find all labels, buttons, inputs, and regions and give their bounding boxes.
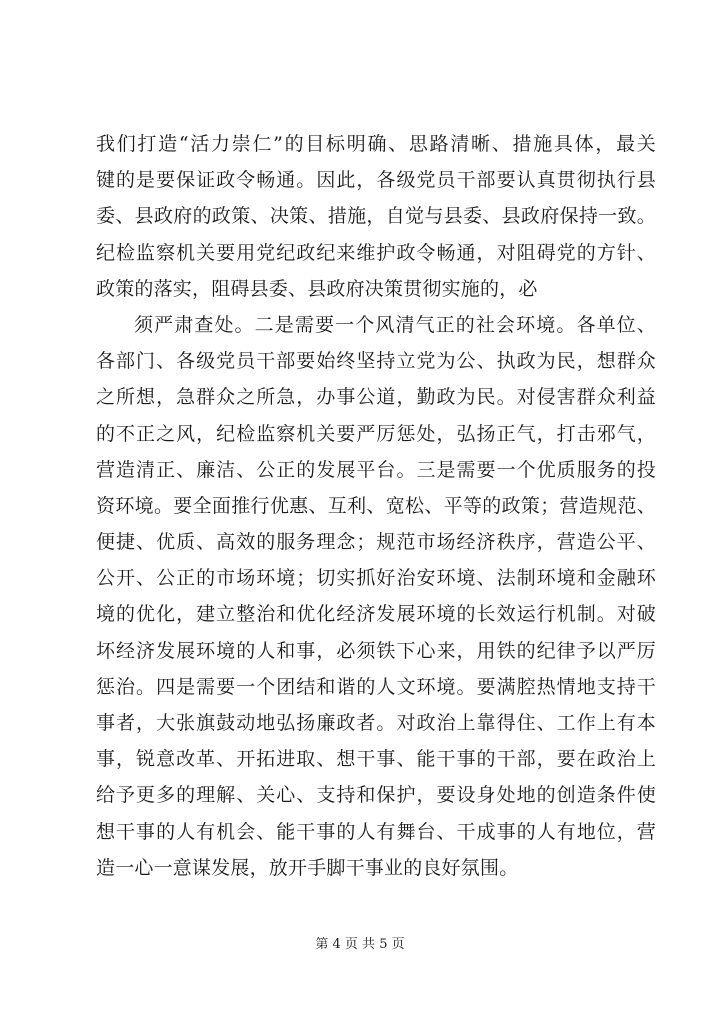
text-line: 想干事的人有机会、能干事的人有舞台、干成事的人有地位，营	[96, 820, 656, 843]
text-line: 资环境。要全面推行优惠、互利、宽松、平等的政策；营造规范、	[96, 494, 656, 517]
text-line: 各部门、各级党员干部要始终坚持立党为公、执政为民，想群众	[96, 350, 656, 373]
text-line: 公开、公正的市场环境；切实抓好治安环境、法制环境和金融环	[96, 567, 656, 590]
text-line: 须严肃查处。二是需要一个风清气正的社会环境。各单位、	[134, 313, 656, 336]
text-line: 造一心一意谋发展，放开手脚干事业的良好氛围。	[96, 856, 519, 879]
text-line: 营造清正、廉洁、公正的发展平台。三是需要一个优质服务的投	[96, 458, 656, 481]
text-line: 政策的落实，阻碍县委、县政府决策贯彻实施的，必	[96, 277, 538, 300]
text-line: 境的优化，建立整治和优化经济发展环境的长效运行机制。对破	[96, 603, 656, 626]
text-line: 的不正之风，纪检监察机关要严厉惩处，弘扬正气，打击邪气，	[96, 422, 656, 445]
text-line: 事者，大张旗鼓动地弘扬廉政者。对政治上靠得住、工作上有本	[96, 712, 656, 734]
paragraph-1	[96, 126, 656, 307]
text-line: 事，锐意改革、开拓进取、想干事、能干事的干部，要在政治上	[96, 748, 656, 771]
text-line: 给予更多的理解、关心、支持和保护，要设身处地的创造条件使	[96, 784, 656, 807]
text-line: 之所想，急群众之所急，办事公道，勤政为民。对侵害群众利益	[96, 386, 656, 409]
text-line: 键的是要保证政令畅通。因此，各级党员干部要认真贯彻执行县	[96, 169, 656, 192]
text-line: 惩治。四是需要一个团结和谐的人文环境。要满腔热情地支持干	[96, 675, 656, 698]
body-text	[96, 126, 656, 886]
text-line: 便捷、优质、高效的服务理念；规范市场经济秩序，营造公平、	[96, 531, 656, 554]
text-line: 我们打造“活力崇仁”的目标明确、思路清晰、措施具体，最关	[96, 133, 656, 155]
text-line: 纪检监察机关要用党纪政纪来维护政令畅通，对阻碍党的方针、	[96, 241, 656, 264]
text-line: 委、县政府的政策、决策、措施，自觉与县委、县政府保持一致。	[96, 205, 656, 228]
page-number-footer: 第 4 页 共 5 页	[315, 937, 405, 952]
text-line: 坏经济发展环境的人和事，必须铁下心来，用铁的纪律予以严厉	[96, 639, 656, 662]
paragraph-2	[96, 307, 656, 886]
